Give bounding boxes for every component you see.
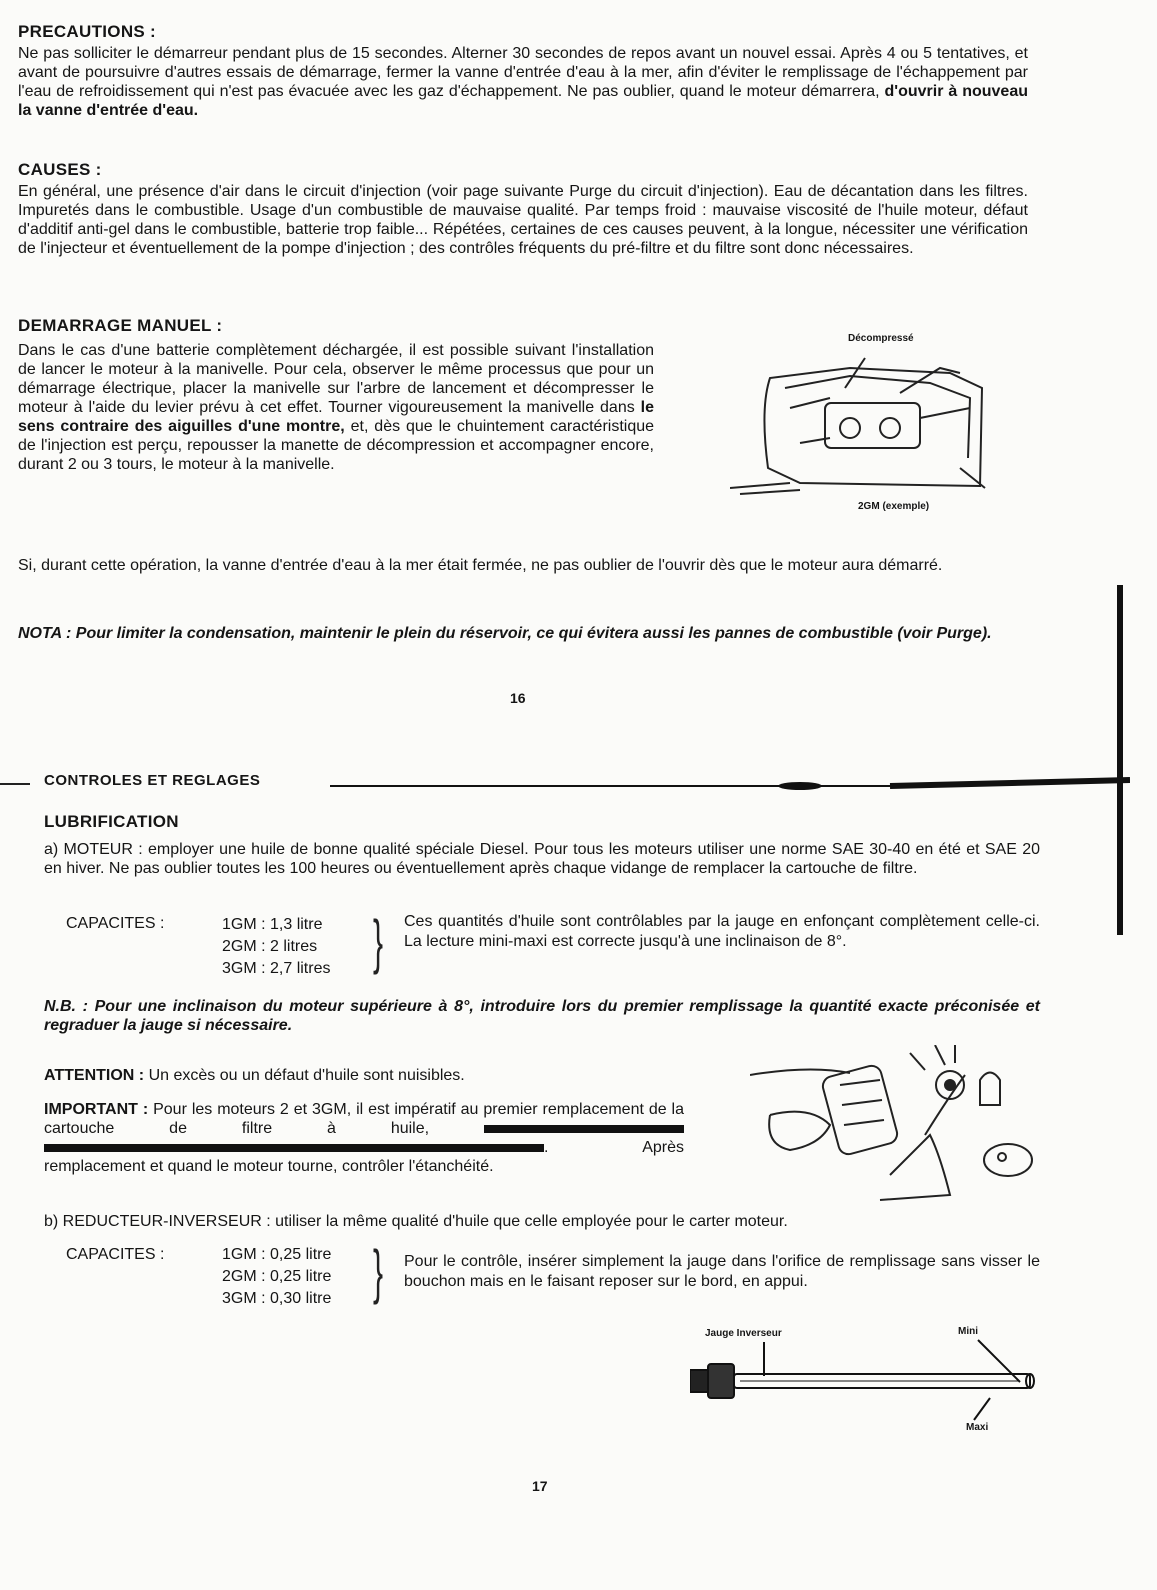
nota-text: NOTA : Pour limiter la condensation, maintenir le plein du réservoir, ce qui évitera aussi les pannes de combustible (voir Purge). [18, 625, 992, 642]
causes-section [18, 160, 1028, 258]
reducteur-cap-1gm: 1GM : 0,25 litre [222, 1246, 332, 1263]
lubrification-title-wrap [44, 812, 1034, 834]
precautions-bold: d'ouvrir à nouveau la vanne d'entrée d'eau. [18, 83, 1028, 119]
moteur-cap-brace: } [373, 908, 384, 975]
section-title-rule [330, 776, 1130, 796]
precautions-section [18, 22, 1028, 120]
gauge-label-maxi: Maxi [966, 1422, 989, 1433]
lubrification-title: LUBRIFICATION [44, 812, 179, 831]
reducteur-cap-note: Pour le contrôle, insérer simplement la jauge dans l'orifice de remplissage sans visser le bouchon mais en le faisant reposer sur le bord, en appui. [404, 1253, 1040, 1290]
gauge-label-jauge: Jauge Inverseur [705, 1328, 782, 1339]
redaction-bar-2 [44, 1144, 544, 1152]
moteur-cap-1gm: 1GM : 1,3 litre [222, 916, 323, 933]
gauge-illustration [690, 1336, 1050, 1426]
divider-left [0, 783, 30, 785]
section-title: CONTROLES ET REGLAGES [44, 772, 261, 789]
reducteur-cap-brace: } [373, 1238, 384, 1305]
scan-edge-mark [1117, 585, 1123, 935]
causes-title: CAUSES : [18, 160, 102, 179]
attention-text: ATTENTION : Un excès ou un défaut d'huile sont nuisibles. [44, 1067, 465, 1084]
moteur-text: a) MOTEUR : employer une huile de bonne qualité spéciale Diesel. Pour tous les moteurs utiliser une norme SAE 30-40 en été et SAE 20 en hiver. Ne pas oublier toutes les 100 heures ou éventuellement après chaque vidange de remplacer la cartouche de filtre. [44, 841, 1041, 877]
moteur-label: a) MOTEUR : [44, 841, 143, 858]
oil-filter-illustration [750, 1045, 1050, 1205]
page-number-17: 17 [532, 1478, 548, 1494]
reducteur-cap-3gm: 3GM : 0,30 litre [222, 1290, 332, 1307]
page-number-16: 16 [510, 690, 526, 706]
important-text: IMPORTANT : Pour les moteurs 2 et 3GM, il est impératif au premier remplacement de la cartouche de filtre à huile, . Après remplacement et quand le moteur tourne, contrôler l'étanchéité. [44, 1101, 685, 1175]
moteur-cap-2gm: 2GM : 2 litres [222, 938, 318, 955]
important-label: IMPORTANT : [44, 1101, 149, 1118]
redaction-bar-1 [484, 1125, 684, 1133]
engine-illustration [730, 348, 1000, 498]
precautions-text: Ne pas solliciter le démarreur pendant plus de 15 secondes. Alterner 30 secondes de repos avant un nouvel essai. Après 4 ou 5 tentatives, et avant de poursuivre d'autres essais de démarrage, fermer la vanne d'entrée d'eau à la mer, afin d'éviter le remplissage de l'échappement par l'eau de refroidissement qui n'est pas évacuée avec les gaz d'échappement. Ne pas oublier, quand le moteur démarrera, d'ouvrir à nouveau la vanne d'entrée d'eau. [18, 45, 1028, 119]
causes-text: En général, une présence d'air dans le circuit d'injection (voir page suivante Purge du circuit d'injection). Eau de décantation dans les filtres. Impuretés dans le combustible. Usage d'un combustible de mauvaise qualité. Par temps froid : mauvaise viscosité de l'huile moteur, défaut d'additif anti-gel dans le combustible, batterie trop faible... Répétées, certaines de ces causes peuvent, à la longue, nécessiter une vérification de l'injecteur et éventuellement de la pompe d'injection ; des contrôles fréquents du pré-filtre et du filtre sont donc nécessaires. [18, 183, 1028, 257]
precautions-title: PRECAUTIONS : [18, 22, 157, 41]
reducteur-cap-label: CAPACITES : [66, 1246, 165, 1263]
demarrage-title: DEMARRAGE MANUEL : [18, 316, 223, 335]
reducteur-text: b) REDUCTEUR-INVERSEUR : utiliser la même qualité d'huile que celle employée pour le carter moteur. [44, 1213, 788, 1230]
demarrage-text: Dans le cas d'une batterie complètement déchargée, il est possible suivant l'installation de lancer le moteur à la manivelle. Pour cela, observer le même processus que pour un démarrage électrique, placer la manivelle sur l'arbre de lancement et décompresser le moteur à l'aide du levier prévu à cet effet. Tourner vigoureusement la manivelle dans le sens contraire des aiguilles d'une montre, et, dès que le chuintement caractéristique de l'injection est perçu, repousser la manette de décompression et accompagner encore, durant 2 ou 3 tours, le moteur à la manivelle. [18, 342, 655, 473]
figure-caption-2gm: 2GM (exemple) [858, 501, 930, 512]
moteur-cap-label: CAPACITES : [66, 915, 165, 932]
nb-text: N.B. : Pour une inclinaison du moteur supérieure à 8°, introduire lors du premier remplissage la quantité exacte préconisée et regraduer la jauge si nécessaire. [44, 998, 1040, 1034]
attention-label: ATTENTION : [44, 1067, 145, 1084]
reducteur-cap-2gm: 2GM : 0,25 litre [222, 1268, 332, 1285]
moteur-cap-note: Ces quantités d'huile sont contrôlables par la jauge en enfonçant complètement celle-ci. La lecture mini-maxi est correcte jusqu'à une inclinaison de 8°. [404, 913, 1040, 950]
reducteur-label: b) REDUCTEUR-INVERSEUR : [44, 1213, 271, 1230]
figure-label-decompresse: Décompressé [848, 333, 914, 344]
si-durant-text: Si, durant cette opération, la vanne d'entrée d'eau à la mer était fermée, ne pas oublier de l'ouvrir dès que le moteur aura démarré. [18, 557, 943, 574]
moteur-cap-3gm: 3GM : 2,7 litres [222, 960, 331, 977]
gauge-label-mini: Mini [958, 1326, 978, 1337]
